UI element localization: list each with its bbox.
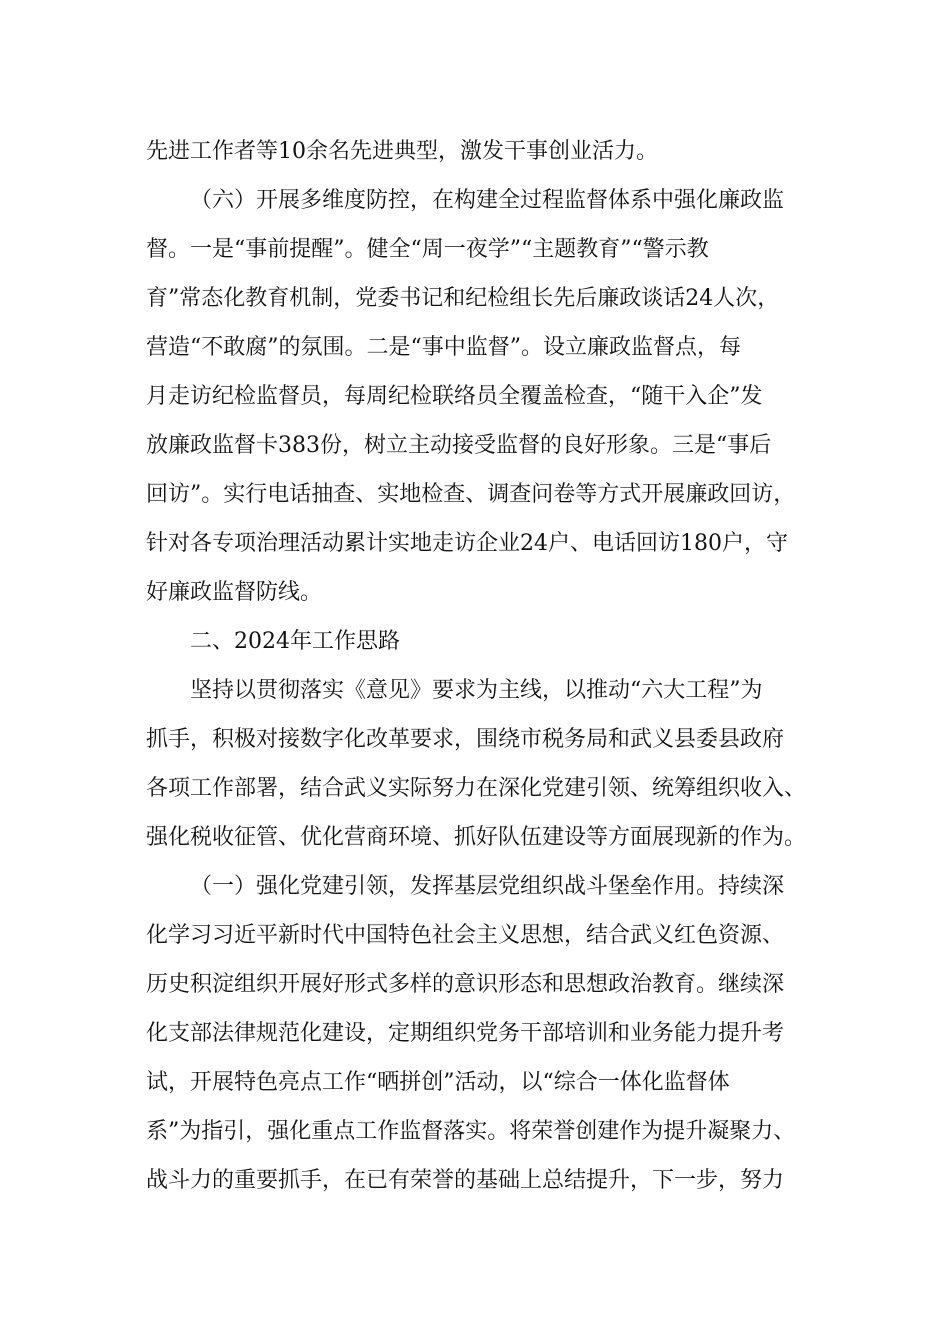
- text-line: 历史积淀组织开展好形式多样的意识形态和思想政治教育。继续深: [146, 972, 785, 997]
- text-line: 化支部法律规范化建设，定期组织党务干部培训和业务能力提升考: [146, 1021, 785, 1046]
- paragraph-start: 坚持以贯彻落实《意见》要求为主线，以推动“六大工程”为: [190, 678, 763, 703]
- text-line: 育”常态化教育机制，党委书记和纪检组长先后廉政谈话24人次，: [146, 286, 780, 311]
- text-line: 各项工作部署，结合武义实际努力在深化党建引领、统筹组织收入、: [146, 776, 807, 801]
- text-line: 系”为指引，强化重点工作监督落实。将荣誉创建作为提升凝聚力、: [146, 1119, 796, 1144]
- text-line: 好廉政监督防线。: [146, 580, 323, 605]
- text-line: 化学习习近平新时代中国特色社会主义思想，结合武义红色资源、: [146, 923, 785, 948]
- text-line: 回访”。实行电话抽查、实地检查、调查问卷等方式开展廉政回访，: [146, 482, 796, 507]
- text-line: 针对各专项治理活动累计实地走访企业24户、电话回访180户，守: [146, 531, 788, 556]
- section-heading-1: （一）强化党建引领，发挥基层党组织战斗堡垒作用。持续深: [190, 874, 785, 899]
- text-line: 强化税收征管、优化营商环境、抓好队伍建设等方面展现新的作为。: [146, 825, 807, 850]
- text-line: 营造“不敢腐”的氛围。二是“事中监督”。设立廉政监督点，每: [146, 335, 741, 360]
- text-line: 放廉政监督卡383份，树立主动接受监督的良好形象。三是“事后: [146, 433, 772, 458]
- section-heading-6: （六）开展多维度防控，在构建全过程监督体系中强化廉政监: [190, 188, 785, 213]
- text-line: 先进工作者等10余名先进典型，激发干事创业活力。: [146, 139, 658, 164]
- section-heading-2024: 二、2024年工作思路: [190, 629, 400, 654]
- text-line: 战斗力的重要抓手，在已有荣誉的基础上总结提升，下一步，努力: [146, 1168, 785, 1193]
- text-line: 抓手，积极对接数字化改革要求，围绕市税务局和武义县委县政府: [146, 727, 785, 752]
- text-line: 月走访纪检监督员，每周纪检联络员全覆盖检查，“随干入企”发: [146, 384, 763, 409]
- text-line: 督。一是“事前提醒”。健全“周一夜学”“主题教育”“警示教: [146, 237, 709, 262]
- text-line: 试，开展特色亮点工作“晒拼创”活动，以“综合一体化监督体: [146, 1070, 730, 1095]
